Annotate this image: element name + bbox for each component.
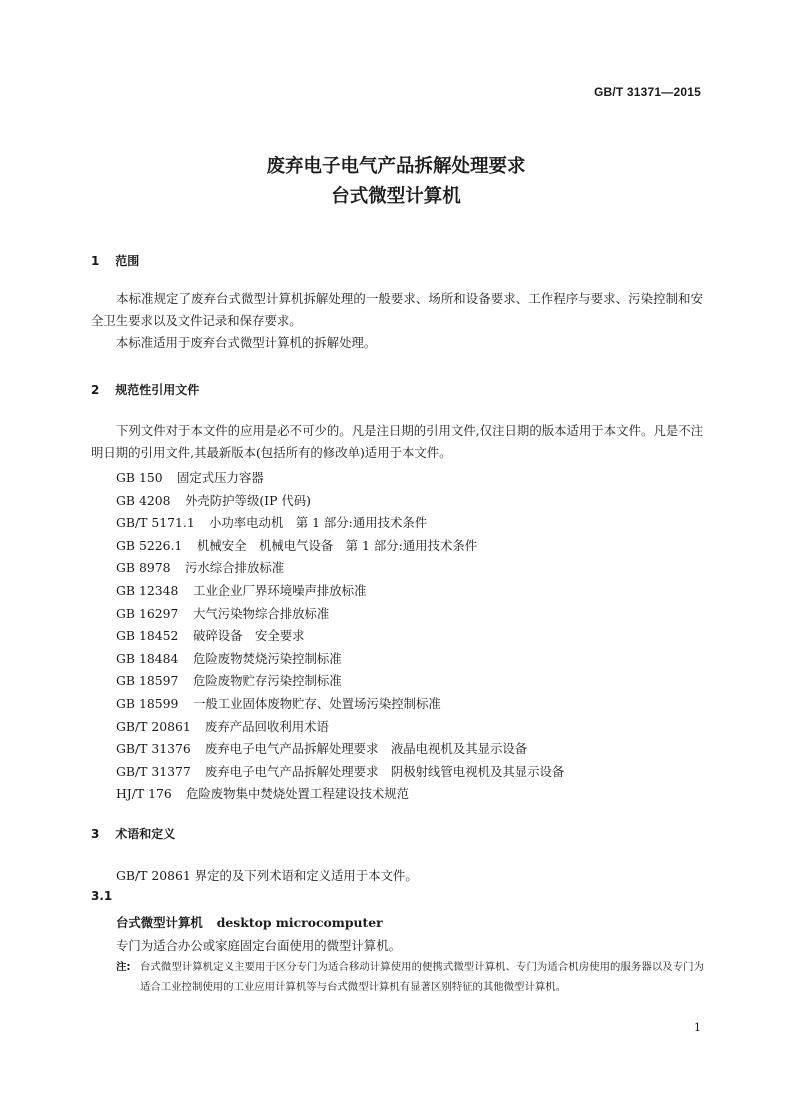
reference-item bbox=[116, 512, 564, 535]
section-2-paragraph: 下列文件对于本文件的应用是必不可少的。凡是注日期的引用文件,仅注日期的版本适用于本文件。凡是不注明日期的引用文件,其最新版本(包括所有的修改单)适用于本文件。 bbox=[91, 423, 703, 460]
reference-code: GB 5226.1 bbox=[116, 537, 183, 553]
section-3-heading bbox=[91, 825, 175, 842]
reference-code: GB/T 20861 bbox=[116, 718, 191, 734]
reference-title: 小功率电动机 第 1 部分:通用技术条件 bbox=[209, 515, 428, 531]
reference-title: 废弃电子电气产品拆解处理要求 阴极射线管电视机及其显示设备 bbox=[205, 763, 565, 779]
section-number: 1 bbox=[91, 254, 100, 268]
reference-item bbox=[116, 783, 564, 806]
reference-item bbox=[116, 738, 564, 761]
reference-title: 危险废物焚烧污染控制标准 bbox=[193, 650, 342, 666]
term-heading bbox=[116, 913, 383, 931]
section-1-paragraph-1: 本标准规定了废弃台式微型计算机拆解处理的一般要求、场所和设备要求、工作程序与要求、污染控制和安全卫生要求以及文件记录和保存要求。 bbox=[91, 291, 703, 328]
reference-title: 机械安全 机械电气设备 第 1 部分:通用技术条件 bbox=[197, 537, 478, 553]
section-3-intro: GB/T 20861 界定的及下列术语和定义适用于本文件。 bbox=[116, 868, 418, 883]
section-title: 范围 bbox=[115, 254, 140, 268]
reference-title: 大气污染物综合排放标准 bbox=[193, 605, 330, 621]
reference-title: 一般工业固体废物贮存、处置场污染控制标准 bbox=[193, 695, 441, 711]
note-text: 台式微型计算机定义主要用于区分专门为适合移动计算使用的便携式微型计算机、专门为适合机房使用的服务器以及专门为适合工业控制使用的工业应用计算机等与台式微型计算机有显著区别特征的其他微型计算机。 bbox=[140, 961, 704, 993]
reference-item bbox=[116, 648, 564, 671]
reference-code: GB 12348 bbox=[116, 582, 179, 598]
reference-item bbox=[116, 535, 564, 558]
clause-number: 3.1 bbox=[91, 889, 113, 903]
reference-title: 污水综合排放标准 bbox=[185, 560, 285, 576]
reference-code: GB 16297 bbox=[116, 605, 179, 621]
normative-references-list bbox=[116, 467, 564, 806]
reference-item bbox=[116, 716, 564, 739]
reference-item bbox=[116, 490, 564, 513]
reference-code: GB 150 bbox=[116, 470, 163, 485]
reference-title: 废弃电子电气产品拆解处理要求 液晶电视机及其显示设备 bbox=[205, 741, 528, 757]
section-number: 2 bbox=[91, 383, 100, 397]
reference-item bbox=[116, 761, 564, 784]
reference-title: 固定式压力容器 bbox=[177, 470, 264, 485]
reference-code: GB 4208 bbox=[116, 492, 171, 508]
reference-title: 工业企业厂界环境噪声排放标准 bbox=[193, 582, 367, 598]
page-number: 1 bbox=[694, 1021, 701, 1034]
document-title: 废弃电子电气产品拆解处理要求 bbox=[266, 156, 526, 177]
reference-item bbox=[116, 670, 564, 693]
reference-code: GB 18452 bbox=[116, 628, 179, 644]
reference-title: 危险废物集中焚烧处置工程建设技术规范 bbox=[186, 786, 410, 802]
reference-item bbox=[116, 580, 564, 603]
reference-code: GB 18599 bbox=[116, 695, 179, 711]
reference-code: HJ/T 176 bbox=[116, 786, 172, 802]
document-subtitle: 台式微型计算机 bbox=[331, 186, 461, 207]
reference-item bbox=[116, 693, 564, 716]
reference-code: GB 18484 bbox=[116, 650, 179, 666]
term-note bbox=[116, 957, 704, 997]
term-definition: 专门为适合办公或家庭固定台面使用的微型计算机。 bbox=[116, 938, 401, 953]
reference-code: GB/T 31377 bbox=[116, 763, 191, 779]
reference-code: GB 18597 bbox=[116, 673, 179, 689]
term-chinese: 台式微型计算机 bbox=[116, 915, 203, 930]
reference-item bbox=[116, 557, 564, 580]
reference-item bbox=[116, 603, 564, 626]
note-label: 注: bbox=[116, 961, 131, 973]
section-1-paragraph-2: 本标准适用于废弃台式微型计算机的拆解处理。 bbox=[116, 335, 377, 350]
reference-title: 危险废物贮存污染控制标准 bbox=[193, 673, 342, 689]
reference-title: 破碎设备 安全要求 bbox=[193, 628, 305, 644]
reference-title: 外壳防护等级(IP 代码) bbox=[185, 492, 311, 508]
section-title: 规范性引用文件 bbox=[115, 383, 200, 397]
reference-code: GB 8978 bbox=[116, 560, 171, 576]
reference-code: GB/T 5171.1 bbox=[116, 515, 195, 531]
reference-item bbox=[116, 625, 564, 648]
reference-title: 废弃产品回收利用术语 bbox=[205, 718, 329, 734]
term-english: desktop microcomputer bbox=[216, 915, 383, 930]
section-number: 3 bbox=[91, 827, 100, 841]
reference-code: GB/T 31376 bbox=[116, 741, 191, 757]
section-1-heading bbox=[91, 252, 139, 269]
section-title: 术语和定义 bbox=[115, 827, 176, 841]
standard-code: GB/T 31371—2015 bbox=[593, 85, 701, 99]
reference-item bbox=[116, 467, 564, 490]
section-2-heading bbox=[91, 381, 199, 398]
